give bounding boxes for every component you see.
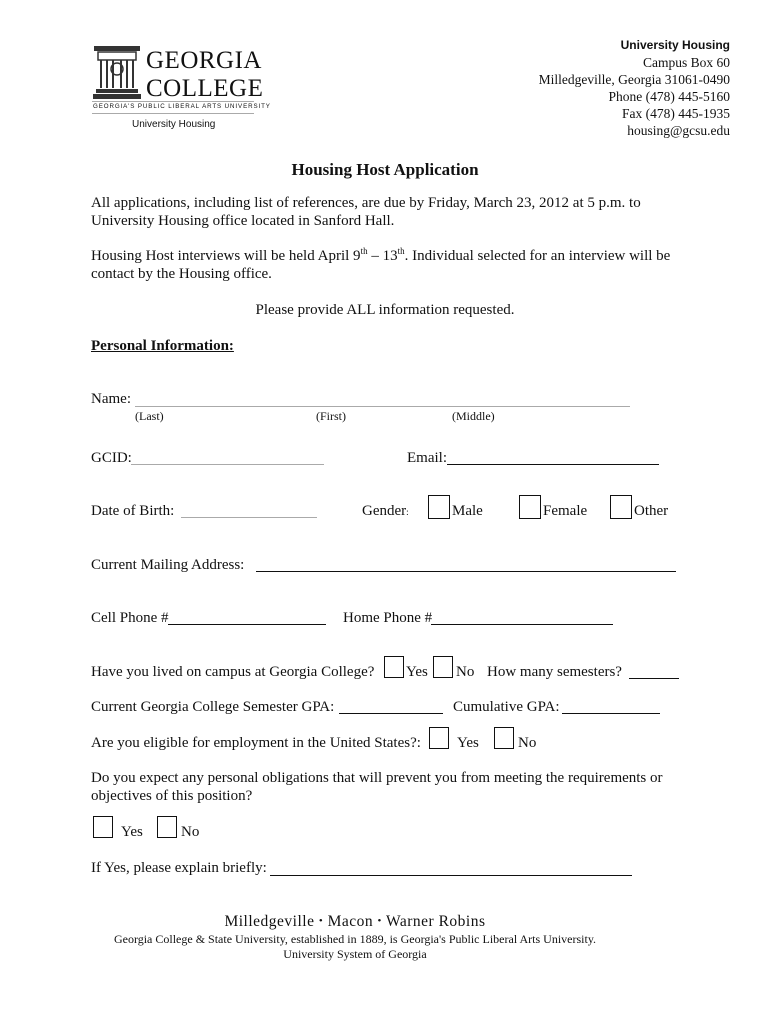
gender-label (362, 503, 409, 520)
eligible-yes-checkbox[interactable] (429, 727, 449, 749)
column-seal-icon (92, 44, 142, 102)
home-phone-input-line[interactable] (431, 624, 613, 625)
logo-department: University Housing (132, 119, 216, 130)
footer-system: University System of Georgia (283, 947, 427, 961)
cumulative-gpa-label: Cumulative GPA: (453, 699, 560, 715)
logo-tagline: GEORGIA'S PUBLIC LIBERAL ARTS UNIVERSITY (93, 103, 271, 110)
page-title: Housing Host Application (291, 160, 479, 179)
name-input-line[interactable] (135, 406, 630, 407)
footer-campuses (0, 913, 710, 931)
logo-line-college: COLLEGE (146, 75, 264, 102)
interviews-text-a: Housing Host interviews will be held April 9 (91, 248, 361, 264)
section-personal-info: Personal Information: (91, 338, 234, 354)
footer-campus-milledgeville: Milledgeville (224, 913, 315, 930)
contact-box: Campus Box 60 (642, 55, 730, 70)
contact-block (539, 37, 730, 139)
explain-label: If Yes, please explain briefly: (91, 860, 267, 876)
cell-phone-input-line[interactable] (168, 624, 326, 625)
email-label: Email: (407, 450, 447, 466)
cumulative-gpa-input-line[interactable] (562, 713, 660, 714)
interviews-line-1 (91, 248, 670, 265)
eligible-yes-label: Yes (457, 735, 479, 751)
gender-male-label: Male (452, 503, 483, 519)
deadline-line-1: All applications, including list of references, are due by Friday, March 23, 2012 at 5 p.m. to (91, 195, 641, 211)
deadline-line-2: University Housing office located in Sanford Hall. (91, 213, 395, 229)
gender-label-colon: : (406, 507, 409, 517)
lived-no-label: No (456, 664, 475, 680)
email-input-line[interactable] (447, 464, 659, 465)
footer-campus-macon: Macon (327, 913, 374, 930)
obligations-no-checkbox[interactable] (157, 816, 177, 838)
logo-line-georgia: GEORGIA (146, 47, 262, 74)
dob-label: Date of Birth: (91, 503, 175, 519)
obligations-yes-checkbox[interactable] (93, 816, 113, 838)
interviews-sup-2: th (397, 246, 405, 256)
contact-office: University Housing (620, 38, 730, 52)
home-phone-label: Home Phone # (343, 610, 433, 626)
gcid-input-line[interactable] (131, 464, 324, 465)
provide-notice: Please provide ALL information requested. (255, 302, 515, 318)
gender-other-checkbox[interactable] (610, 495, 632, 519)
contact-fax: Fax (478) 445-1935 (622, 106, 730, 121)
gender-label-text: Gender (362, 503, 407, 519)
eligible-no-checkbox[interactable] (494, 727, 514, 749)
mailing-address-label: Current Mailing Address: (91, 557, 245, 573)
footer-campus-warner-robins: Warner Robins (385, 913, 486, 930)
semester-gpa-input-line[interactable] (339, 713, 443, 714)
semesters-label: How many semesters? (487, 664, 622, 680)
gender-female-label: Female (543, 503, 588, 519)
obligations-yes-label: Yes (121, 824, 143, 840)
interviews-line-2: contact by the Housing office. (91, 266, 272, 282)
semesters-input-line[interactable] (629, 678, 679, 679)
logo-divider (92, 101, 254, 102)
footer-bullet-1: • (318, 915, 324, 927)
logo-divider-bottom (92, 113, 254, 114)
interviews-text-c: . Individual selected for an interview will be (404, 248, 671, 264)
name-first-caption: (First) (316, 409, 346, 423)
lived-yes-checkbox[interactable] (384, 656, 404, 678)
obligations-question-line-2: objectives of this position? (91, 788, 253, 804)
gcid-label: GCID: (91, 450, 132, 466)
name-last-caption: (Last) (135, 409, 164, 423)
interviews-sup-1: th (360, 246, 368, 256)
semester-gpa-label: Current Georgia College Semester GPA: (91, 699, 335, 715)
eligible-question: Are you eligible for employment in the United States?: (91, 735, 421, 751)
mailing-address-input-line[interactable] (256, 571, 676, 572)
gender-male-checkbox[interactable] (428, 495, 450, 519)
obligations-question-line-1: Do you expect any personal obligations that will prevent you from meeting the requirements or (91, 770, 663, 786)
contact-phone: Phone (478) 445-5160 (608, 89, 730, 104)
eligible-no-label: No (518, 735, 537, 751)
contact-email: housing@gcsu.edu (627, 123, 730, 138)
explain-input-line[interactable] (270, 875, 632, 876)
dob-input-line[interactable] (181, 517, 317, 518)
name-middle-caption: (Middle) (452, 409, 495, 423)
footer-established: Georgia College & State University, established in 1889, is Georgia's Public Liberal Arts University. (113, 932, 597, 946)
lived-on-campus-question: Have you lived on campus at Georgia College? (91, 664, 375, 680)
gender-other-label: Other (634, 503, 669, 519)
contact-city: Milledgeville, Georgia 31061-0490 (538, 72, 730, 87)
footer-bullet-2: • (377, 915, 382, 927)
name-label: Name: (91, 391, 131, 407)
lived-no-checkbox[interactable] (433, 656, 453, 678)
lived-yes-label: Yes (406, 664, 428, 680)
gender-female-checkbox[interactable] (519, 495, 541, 519)
obligations-no-label: No (181, 824, 200, 840)
cell-phone-label: Cell Phone # (91, 610, 169, 626)
interviews-text-b: – 13 (367, 248, 398, 264)
